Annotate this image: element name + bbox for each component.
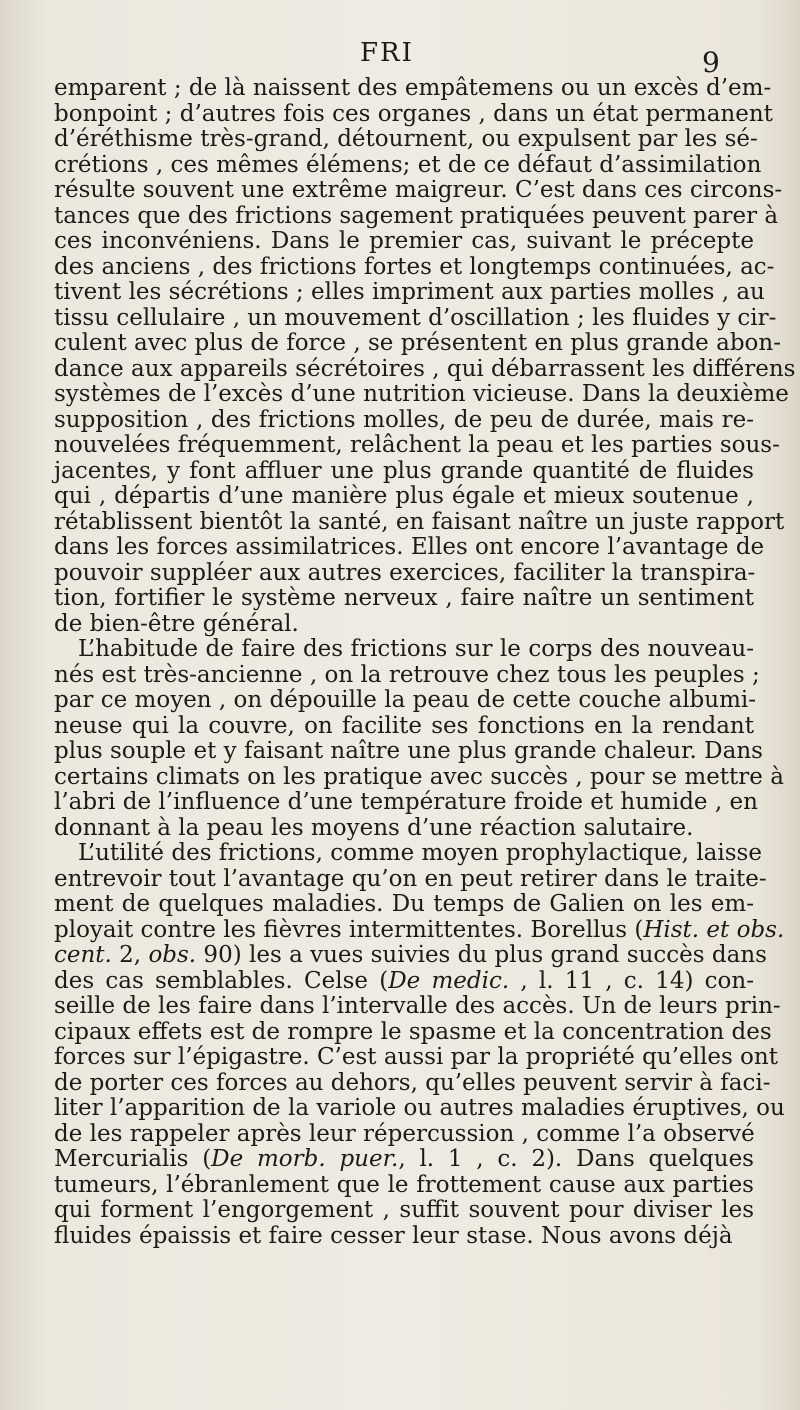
text-segment: tion, fortifier le système nerveux , faire naître un sentiment (54, 585, 754, 611)
text-line (54, 993, 781, 1020)
text-line (54, 202, 779, 230)
text-segment: supposition , des frictions molles, de peu de durée, mais re- (54, 406, 754, 433)
text-line (54, 865, 767, 893)
text-line (54, 816, 754, 842)
text-segment: emparent ; de là naissent des empâtemens ou un excès d’em- (54, 75, 772, 101)
page-number: 9 (702, 46, 720, 79)
text-segment: certains climats on les pratique avec succès , pour se mettre à (54, 763, 784, 790)
text-line (54, 484, 754, 510)
text-segment: de porter ces forces au dehors, qu’elles peuvent servir à faci- (54, 1069, 771, 1096)
text-line (54, 763, 784, 791)
paragraph (54, 636, 784, 841)
text-segment: culent avec plus de force , se présentent en plus grande abon- (54, 330, 781, 356)
text-segment: de les rappeler après leur répercussion , comme l’a observé (54, 1120, 755, 1147)
text-segment: dans les forces assimilatrices. Elles ont encore l’avantage de (54, 534, 765, 560)
text-segment: de bien-être général. (54, 610, 299, 637)
text-line (54, 714, 754, 740)
text-segment: forces sur l’épigastre. C’est aussi par la propriété qu’elles ont (54, 1044, 778, 1070)
text-segment: par ce moyen , on dépouille la peau de cette couche albumi- (54, 687, 757, 713)
text-line (54, 1147, 754, 1173)
italic-citation: cent. (54, 942, 112, 968)
text-segment: tumeurs, l’ébranlement que le frottement cause aux parties (54, 1171, 754, 1198)
text-segment: 90) les a vues suivies du plus grand succès dans (196, 942, 767, 968)
text-line (54, 459, 754, 485)
text-segment: entrevoir tout l’avantage qu’on en peut retirer dans le traite- (54, 865, 767, 892)
text-segment: ployait contre les fièvres intermittentes. Borellus ( (54, 916, 644, 943)
text-segment: Mercurialis ( (54, 1146, 212, 1172)
text-line (54, 637, 754, 663)
text-segment: l’abri de l’influence d’une température froide et humide , en (54, 789, 758, 815)
text-line (54, 229, 754, 255)
text-segment: nouvelées fréquemment, relâchent la peau et les parties sous- (54, 432, 780, 458)
text-segment: donnant à la peau les moyens d’une réaction salutaire. (54, 814, 694, 841)
text-segment: pouvoir suppléer aux autres exercices, faciliter la transpira- (54, 559, 756, 586)
text-line (54, 789, 758, 816)
text-line (54, 279, 765, 306)
text-segment: ces inconvéniens. Dans le premier cas, suivant le précepte (54, 228, 754, 254)
text-line (54, 330, 781, 357)
text-segment: nés est très-ancienne , on la retrouve chez tous les peuples ; (54, 661, 760, 688)
text-line (54, 738, 763, 765)
italic-citation: De medic. (388, 967, 510, 994)
italic-citation: obs. (148, 942, 197, 968)
paragraph (54, 840, 785, 1249)
text-segment: ment de quelques maladies. Du temps de Galien on les em- (54, 891, 754, 917)
text-line (54, 586, 754, 612)
paragraph (54, 75, 796, 637)
text-segment: crétions , ces mêmes élémens; et de ce défaut d’assimilation (54, 151, 762, 178)
text-line (54, 1198, 754, 1224)
text-segment: tissu cellulaire , un mouvement d’oscillation ; les fluides y cir- (54, 304, 777, 331)
text-segment: L’utilité des frictions, comme moyen prophylactique, laisse (78, 840, 762, 866)
text-line (54, 126, 758, 153)
text-line (54, 1069, 771, 1097)
body-text (54, 75, 796, 1249)
text-line (54, 687, 757, 714)
text-line (54, 612, 754, 638)
text-line (54, 1224, 754, 1250)
text-line (54, 75, 772, 102)
text-segment: 2, (111, 942, 149, 968)
text-segment: , l. 1 , c. 2). Dans quelques (398, 1146, 754, 1172)
italic-citation: Hist. et obs. (643, 916, 785, 943)
text-line (54, 1173, 754, 1199)
text-line (54, 840, 762, 867)
text-segment: plus souple et y faisant naître une plus grande chaleur. Dans (54, 738, 763, 764)
text-line (54, 534, 765, 561)
text-line (54, 100, 773, 128)
text-line (54, 561, 754, 587)
text-line (54, 381, 789, 408)
text-segment: liter l’apparition de la variole ou autres maladies éruptives, ou (54, 1095, 785, 1121)
text-line (54, 177, 783, 204)
text-line (54, 408, 754, 434)
text-line (54, 508, 785, 536)
text-line (54, 661, 760, 689)
text-line (54, 151, 762, 179)
text-line (54, 1018, 772, 1046)
text-line (54, 304, 777, 332)
text-segment: qui forment l’engorgement , suffit souvent pour diviser les (54, 1197, 754, 1223)
running-title: FRI (360, 38, 414, 68)
text-segment: tances que des frictions sagement pratiquées peuvent parer à (54, 202, 779, 229)
text-segment: , l. 11 , c. 14) con- (509, 967, 754, 994)
text-line (54, 969, 754, 995)
text-segment: d’éréthisme très-grand, détournent, ou expulsent par les sé- (54, 126, 758, 152)
text-line (54, 1095, 785, 1122)
text-segment: cipaux effets est de rompre le spasme et la concentration des (54, 1018, 772, 1045)
text-segment: dance aux appareils sécrétoires , qui débarrassent les différens (54, 355, 796, 382)
text-segment: rétablissent bientôt la santé, en faisant naître un juste rapport (54, 508, 785, 535)
text-segment: jacentes, y font affluer une plus grande quantité de fluides (54, 457, 754, 484)
italic-citation: De morb. puer. (211, 1146, 399, 1172)
text-line (54, 1044, 778, 1071)
text-segment: des anciens , des frictions fortes et longtemps continuées, ac- (54, 253, 775, 280)
text-segment: systèmes de l’excès d’une nutrition vicieuse. Dans la deuxième (54, 381, 789, 407)
text-segment: seille de les faire dans l’intervalle des accès. Un de leurs prin- (54, 993, 781, 1019)
text-segment: neuse qui la couvre, on facilite ses fonctions en la rendant (54, 712, 754, 739)
text-segment: qui , départis d’une manière plus égale et mieux soutenue , (54, 483, 754, 509)
text-segment: tivent les sécrétions ; elles impriment aux parties molles , au (54, 279, 765, 305)
text-segment: des cas semblables. Celse ( (54, 967, 389, 994)
text-segment: L’habitude de faire des frictions sur le corps des nouveau- (78, 636, 754, 662)
text-segment: bonpoint ; d’autres fois ces organes , dans un état permanent (54, 100, 773, 127)
running-head (0, 38, 800, 78)
text-line (54, 355, 796, 383)
text-line (54, 1122, 754, 1148)
text-line (54, 916, 785, 944)
text-line (54, 432, 780, 459)
text-segment: fluides épaissis et faire cesser leur stase. Nous avons déjà (54, 1222, 733, 1249)
text-line (54, 942, 767, 969)
text-line (54, 253, 775, 281)
text-line (54, 892, 754, 918)
text-segment: résulte souvent une extrême maigreur. C’est dans ces circons- (54, 177, 783, 203)
